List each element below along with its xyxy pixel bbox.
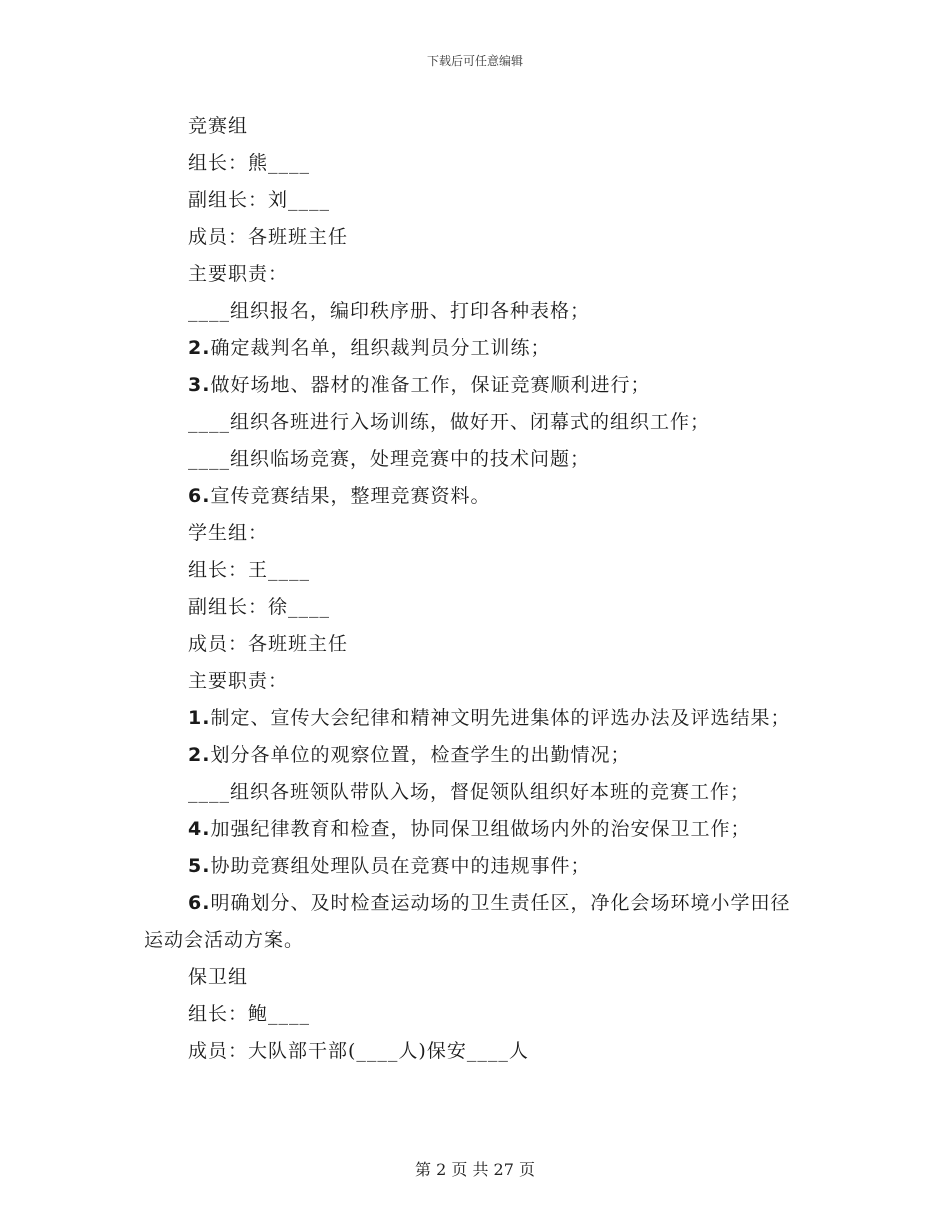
numbered-item <box>144 330 809 367</box>
numbered-paragraph <box>144 885 809 959</box>
item-text: 加强纪律教育和检查，协同保卫组做场内外的治安保卫工作； <box>210 818 751 840</box>
item-number: 6. <box>188 485 211 507</box>
text-line: 副组长：刘____ <box>188 189 331 211</box>
item-text: 做好场地、器材的准备工作，保证竞赛顺利进行； <box>210 374 651 396</box>
text-line: 主要职责： <box>188 263 289 285</box>
item-text: 宣传竞赛结果，整理竞赛资料。 <box>210 485 491 507</box>
text-line: 成员：大队部干部(____人)保安____人 <box>188 1040 529 1062</box>
item-number: 5. <box>188 855 211 877</box>
section-title-competition: 竞赛组 <box>188 115 249 137</box>
numbered-item <box>144 478 809 515</box>
item-text: 确定裁判名单，组织裁判员分工训练； <box>210 337 551 359</box>
text-line: ____组织报名，编印秩序册、打印各种表格； <box>188 300 591 322</box>
document-body <box>144 108 809 1070</box>
text-line: 组长：王____ <box>188 559 311 581</box>
text-line: 组长：熊____ <box>188 152 311 174</box>
text-line: 成员：各班班主任 <box>188 226 349 248</box>
text-line: ____组织各班进行入场训练，做好开、闭幕式的组织工作； <box>188 411 711 433</box>
item-text: 协助竞赛组处理队员在竞赛中的违规事件； <box>210 855 591 877</box>
section-title-student: 学生组： <box>188 522 269 544</box>
text-line: 副组长：徐____ <box>188 596 331 618</box>
text-line: 组长：鲍____ <box>188 1003 311 1025</box>
page-footer: 第 2 页 共 27 页 <box>415 1160 535 1179</box>
numbered-item <box>144 848 809 885</box>
item-number: 1. <box>188 707 211 729</box>
section-title-security: 保卫组 <box>188 966 249 988</box>
numbered-item <box>144 811 809 848</box>
item-text: 制定、宣传大会纪律和精神文明先进集体的评选办法及评选结果； <box>210 707 791 729</box>
item-number: 6. <box>188 892 211 914</box>
numbered-item <box>144 737 809 774</box>
text-line: ____组织各班领队带队入场，督促领队组织好本班的竞赛工作； <box>188 781 751 803</box>
numbered-item <box>144 367 809 404</box>
text-line: ____组织临场竞赛，处理竞赛中的技术问题； <box>188 448 591 470</box>
numbered-paragraph <box>144 700 809 737</box>
item-text: 明确划分、及时检查运动场的卫生责任区，净化会场环境小学田径运动会活动方案。 <box>144 892 791 951</box>
item-number: 2. <box>188 337 211 359</box>
item-text: 划分各单位的观察位置，检查学生的出勤情况； <box>210 744 631 766</box>
text-line: 主要职责： <box>188 670 289 692</box>
item-number: 3. <box>188 374 211 396</box>
item-number: 4. <box>188 818 211 840</box>
text-line: 成员：各班班主任 <box>188 633 349 655</box>
item-number: 2. <box>188 744 211 766</box>
page-header: 下载后可任意编辑 <box>426 54 523 68</box>
